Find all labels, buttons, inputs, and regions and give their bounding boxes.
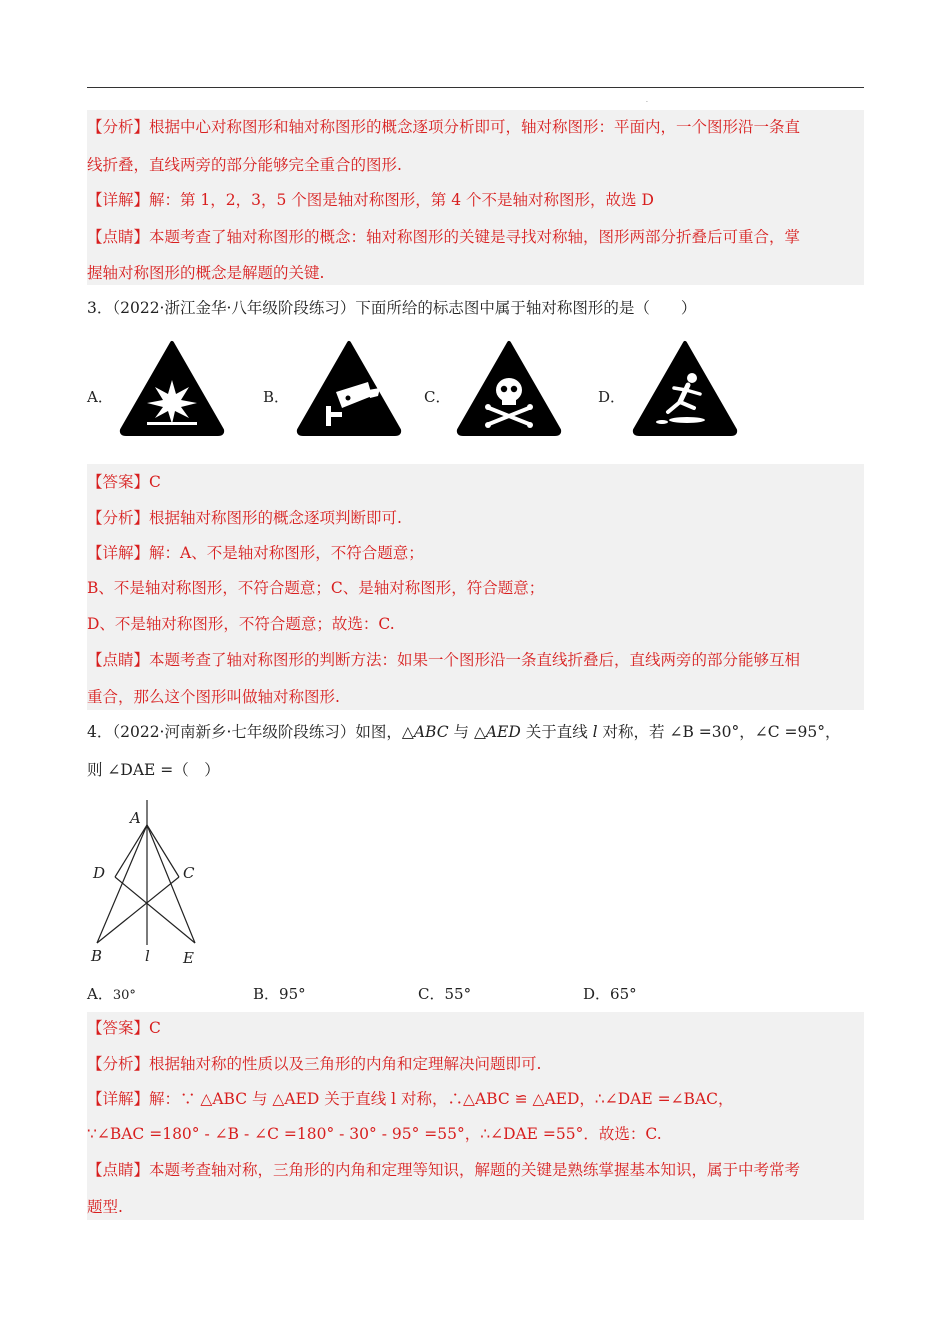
option-d-label: D． (598, 388, 626, 406)
header-rule (87, 87, 864, 88)
option-b-label: B． (263, 388, 290, 406)
solution-block-q4 (87, 1012, 864, 1220)
question-3-stem: 3．（2022·浙江金华·八年级阶段练习）下面所给的标志图中属于轴对称图形的是（ ） (87, 299, 697, 317)
stem-with: 与 (448, 723, 474, 741)
triangle-abc: △ABC (401, 723, 449, 741)
stem-mid: 关于直线 (520, 723, 593, 741)
option-value: 30° (112, 988, 136, 1003)
stem-conditions: 对称，若 ∠B =30°，∠C =95°， (597, 723, 841, 741)
label-D: D (93, 864, 106, 882)
label-B: B (91, 947, 103, 965)
question-4-stem-line2: 则 ∠DAE =（ ） (87, 761, 220, 779)
detail-text: D、不是轴对称图形，不符合题意；故选：C. (87, 615, 395, 633)
comment-text: 重合，那么这个图形叫做轴对称图形. (87, 688, 340, 706)
answer-text: 【答案】C (87, 1019, 161, 1037)
option-a-label: A． (87, 388, 113, 406)
detail-text: B、不是轴对称图形，不符合题意；C、是轴对称图形，符合题意； (87, 579, 545, 597)
option-label: A． (87, 985, 113, 1003)
analysis-text: 【分析】根据轴对称图形的概念逐项判断即可. (87, 509, 402, 527)
detail-text: 【详解】解：∵ △ABC 与 △AED 关于直线 l 对称，∴△ABC ≌ △AED，∴∠DAE =∠BAC， (87, 1090, 734, 1108)
answer-text: 【答案】C (87, 473, 161, 491)
label-l: l (145, 947, 150, 965)
slipping-person-icon (632, 340, 738, 436)
triangle-aed: △AED (473, 723, 521, 741)
label-E: E (183, 949, 194, 967)
detail-text: 【详解】解：A、不是轴对称图形，不符合题意； (87, 544, 424, 562)
comment-text: 握轴对称图形的概念是解题的关键. (87, 264, 325, 282)
detail-text: 【详解】解：第 1，2，3，5 个图是轴对称图形，第 4 个不是轴对称图形，故选 D (87, 191, 654, 209)
option-value: 95° (279, 985, 306, 1003)
analysis-text: 【分析】根据轴对称的性质以及三角形的内角和定理解决问题即可. (87, 1055, 542, 1073)
option-d (583, 983, 637, 1004)
option-label: C． (418, 985, 445, 1003)
option-label: D． (583, 985, 611, 1003)
option-a (87, 983, 136, 1004)
comment-text: 【点睛】本题考查了轴对称图形的判断方法：如果一个图形沿一条直线折叠后，直线两旁的部分能够互相 (87, 651, 801, 669)
symmetry-figure (87, 795, 207, 970)
cctv-camera-icon (296, 340, 402, 436)
analysis-text: 线折叠，直线两旁的部分能够完全重合的图形. (87, 156, 402, 174)
option-label: B． (253, 985, 280, 1003)
explosion-icon (119, 340, 225, 436)
option-value: 55° (444, 985, 472, 1003)
comment-text: 题型. (87, 1198, 123, 1216)
header-dot: · (646, 99, 648, 106)
detail-text: ∵∠BAC =180° - ∠B - ∠C =180° - 30° - 95° =55°，∴∠DAE =55°．故选：C. (87, 1125, 662, 1143)
option-c (418, 983, 471, 1004)
option-c-label: C． (424, 388, 451, 406)
comment-text: 【点睛】本题考查了轴对称图形的概念：轴对称图形的关键是寻找对称轴，图形两部分折叠后可重合，掌 (87, 228, 801, 246)
option-b (253, 983, 306, 1004)
label-A: A (130, 809, 141, 827)
skull-crossbones-icon (456, 340, 562, 436)
question-4-stem (87, 722, 840, 742)
analysis-text: 【分析】根据中心对称图形和轴对称图形的概念逐项分析即可，轴对称图形：平面内，一个图形沿一条直 (87, 118, 801, 136)
comment-text: 【点睛】本题考查轴对称，三角形的内角和定理等知识，解题的关键是熟练掌握基本知识，属于中考常考 (87, 1161, 801, 1179)
option-value: 65° (610, 985, 637, 1003)
line-l: l (592, 723, 598, 741)
label-C: C (183, 864, 195, 882)
stem-prefix: 4．（2022·河南新乡·七年级阶段练习）如图， (87, 723, 402, 741)
